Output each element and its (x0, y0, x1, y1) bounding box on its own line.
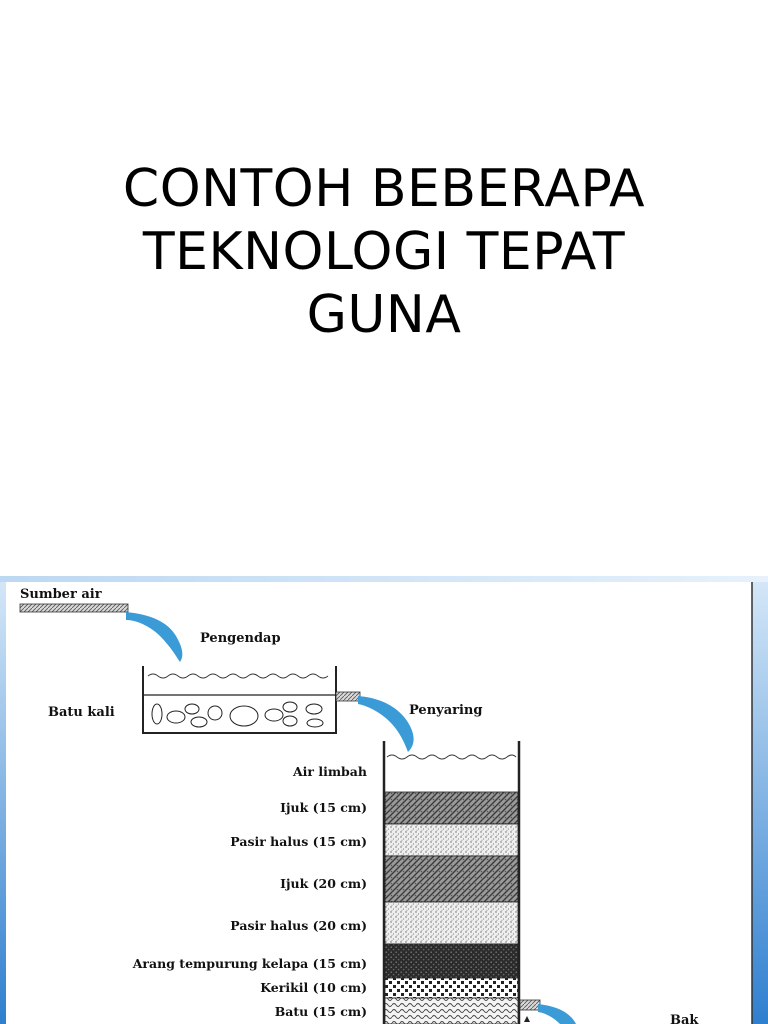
label-source: Sumber air (20, 587, 102, 602)
label-basin: Bak (670, 1013, 699, 1024)
layer-fine-sand-15 (385, 824, 518, 856)
layer-gravel (385, 978, 518, 998)
slide-title (0, 158, 768, 347)
title-line-1: CONTOH BEBERAPA (122, 159, 646, 219)
diagram-panel (6, 582, 752, 1024)
source-pipe (20, 604, 128, 612)
title-line-3: GUNA (306, 285, 462, 345)
water-filter-diagram (0, 576, 768, 1024)
label-river-stone: Batu kali (48, 705, 115, 720)
label-filter: Penyaring (409, 703, 483, 718)
label-layer-3: Ijuk (20 cm) (280, 876, 367, 891)
label-settling: Pengendap (200, 631, 281, 646)
label-layer-5: Arang tempurung kelapa (15 cm) (132, 956, 367, 971)
layer-ijuk-20 (385, 856, 518, 902)
label-layer-2: Pasir halus (15 cm) (230, 834, 367, 849)
title-line-2: TEKNOLOGI TEPAT (142, 222, 626, 282)
label-wastewater: Air limbah (292, 764, 367, 779)
layer-fine-sand-20 (385, 902, 518, 944)
label-layer-1: Ijuk (15 cm) (280, 800, 367, 815)
label-layer-7: Batu (15 cm) (274, 1004, 367, 1019)
label-layer-6: Kerikil (10 cm) (260, 980, 367, 995)
layer-stone (385, 998, 518, 1024)
layer-coconut-charcoal (385, 944, 518, 978)
layer-ijuk-15 (385, 792, 518, 824)
label-layer-4: Pasir halus (20 cm) (230, 918, 367, 933)
